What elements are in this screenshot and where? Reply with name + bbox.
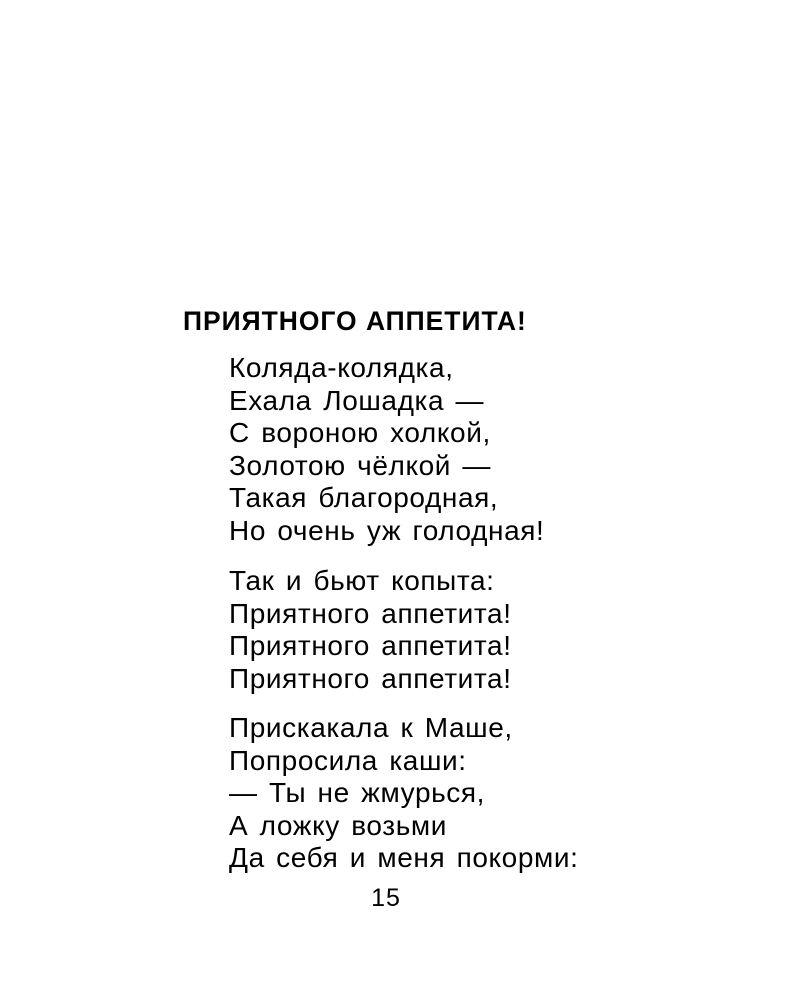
poem-title: ПРИЯТНОГО АППЕТИТА!	[183, 306, 527, 336]
poem-line: Приятного аппетита!	[229, 597, 512, 629]
poem-line: — Ты не жмурься,	[229, 777, 486, 809]
poem-line: Приятного аппетита!	[229, 662, 512, 694]
page-number: 15	[371, 884, 401, 912]
poem-line: Так и бьют копыта:	[229, 565, 495, 596]
poem-line: Ехала Лошадка —	[229, 384, 485, 416]
poem-line: Золотою чёлкой —	[229, 449, 491, 481]
poem-line: Такая благородная,	[229, 482, 499, 514]
poem-line: Да себя и меня покорми:	[229, 842, 579, 874]
poem-line: С вороною холкой,	[229, 417, 491, 449]
stanza-3	[229, 712, 579, 875]
poem-line: А ложку возьми	[229, 809, 447, 841]
stanza-2	[229, 565, 512, 695]
poem-line: Коляда-колядка,	[229, 352, 454, 383]
poem-line: Прискакала к Маше,	[229, 712, 513, 743]
stanza-1	[229, 352, 544, 548]
poem-line: Приятного аппетита!	[229, 630, 512, 662]
poem-line: Но очень уж голодная!	[229, 514, 545, 546]
poem-line: Попросила каши:	[229, 744, 467, 776]
